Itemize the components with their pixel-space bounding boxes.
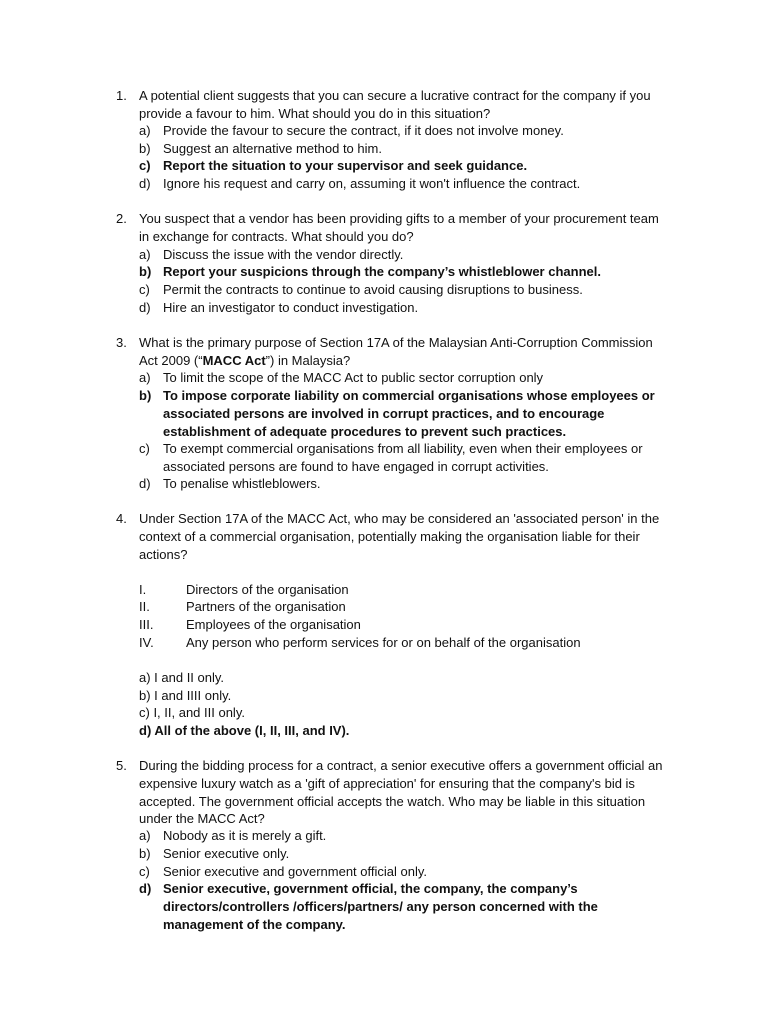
option-text: To exempt commercial organisations from all liability, even when their employees or associated persons are found to have engaged in corrupt activities. (163, 441, 643, 474)
option-text: To penalise whistleblowers. (163, 476, 321, 491)
option-letter: d) (139, 176, 151, 191)
option-letter: a) (139, 828, 151, 843)
question-number: 3. (116, 335, 127, 350)
option-text: Senior executive, government official, the company, the company’s directors/controllers /officers/partners/ any person concerned with the management of the company. (163, 881, 598, 932)
option-letter: c) (139, 441, 150, 456)
roman-text: Partners of the organisation (186, 599, 346, 614)
option-letter: d) (139, 881, 152, 896)
option-letter: b) (139, 141, 151, 156)
option-text: Ignore his request and carry on, assuming it won't influence the contract. (163, 176, 581, 191)
question-text: During the bidding process for a contract, a senior executive offers a government official an expensive luxury watch as a 'gift of appreciation' for ensuring that the company's bid is accepted. The government official accepts the watch. Who may be liable in this situation under the MACC Act? (139, 758, 663, 827)
question-number: 5. (116, 758, 127, 773)
option-text: Permit the contracts to continue to avoid causing disruptions to business. (163, 282, 583, 297)
option-text: Report the situation to your supervisor and seek guidance. (163, 158, 528, 173)
question-text-part: What is the primary purpose of Section 17A of the Malaysian Anti-Corruption Commission Act 2009 (“ (139, 335, 653, 368)
question-number: 1. (116, 88, 127, 103)
option-text: Nobody as it is merely a gift. (163, 828, 327, 843)
question-text-part: ”) in Malaysia? (265, 352, 351, 368)
correct-answer-choice: d) All of the above (I, II, III, and IV). (139, 723, 350, 738)
roman-text: Directors of the organisation (186, 582, 349, 597)
option-text: To limit the scope of the MACC Act to public sector corruption only (163, 370, 544, 385)
option-letter: b) (139, 264, 152, 279)
answer-choice: b) I and IIII only. (139, 688, 232, 703)
option-text: Provide the favour to secure the contract, if it does not involve money. (163, 123, 564, 138)
question-number: 4. (116, 511, 127, 526)
option-letter: a) (139, 247, 151, 262)
roman-text: Employees of the organisation (186, 617, 361, 632)
roman-numeral: II. (139, 599, 150, 614)
option-letter: c) (139, 158, 151, 173)
answer-choice: c) I, II, and III only. (139, 705, 245, 720)
option-letter: b) (139, 388, 152, 403)
roman-numeral: IV. (139, 635, 154, 650)
question-text: A potential client suggests that you can secure a lucrative contract for the company if you provide a favour to him. What should you do in this situation? (139, 88, 651, 121)
roman-numeral: I. (139, 582, 147, 597)
option-text: Discuss the issue with the vendor directly. (163, 247, 404, 262)
act-short-name: MACC Act (202, 352, 266, 368)
question-text: Under Section 17A of the MACC Act, who may be considered an 'associated person' in the context of a commercial organisation, potentially making the organisation liable for their actions? (139, 511, 660, 562)
option-text: Senior executive and government official only. (163, 864, 428, 879)
roman-text: Any person who perform services for or on behalf of the organisation (186, 635, 581, 650)
option-letter: a) (139, 370, 151, 385)
option-text: Senior executive only. (163, 846, 290, 861)
question-text: You suspect that a vendor has been providing gifts to a member of your procurement team in exchange for contracts. What should you do? (139, 211, 659, 244)
question-number: 2. (116, 211, 127, 226)
option-letter: c) (139, 864, 150, 879)
roman-numeral: III. (139, 617, 154, 632)
option-text: To impose corporate liability on commercial organisations whose employees or associated persons are involved in corrupt practices, and to encourage establishment of adequate procedures to prevent such practices. (163, 388, 655, 439)
option-letter: d) (139, 476, 151, 491)
option-letter: a) (139, 123, 151, 138)
option-text: Suggest an alternative method to him. (163, 141, 382, 156)
option-text: Report your suspicions through the company’s whistleblower channel. (163, 264, 601, 279)
option-letter: d) (139, 300, 151, 315)
option-text: Hire an investigator to conduct investigation. (163, 300, 419, 315)
option-letter: c) (139, 282, 150, 297)
answer-choice: a) I and II only. (139, 670, 225, 685)
option-letter: b) (139, 846, 151, 861)
question-text (139, 334, 671, 370)
